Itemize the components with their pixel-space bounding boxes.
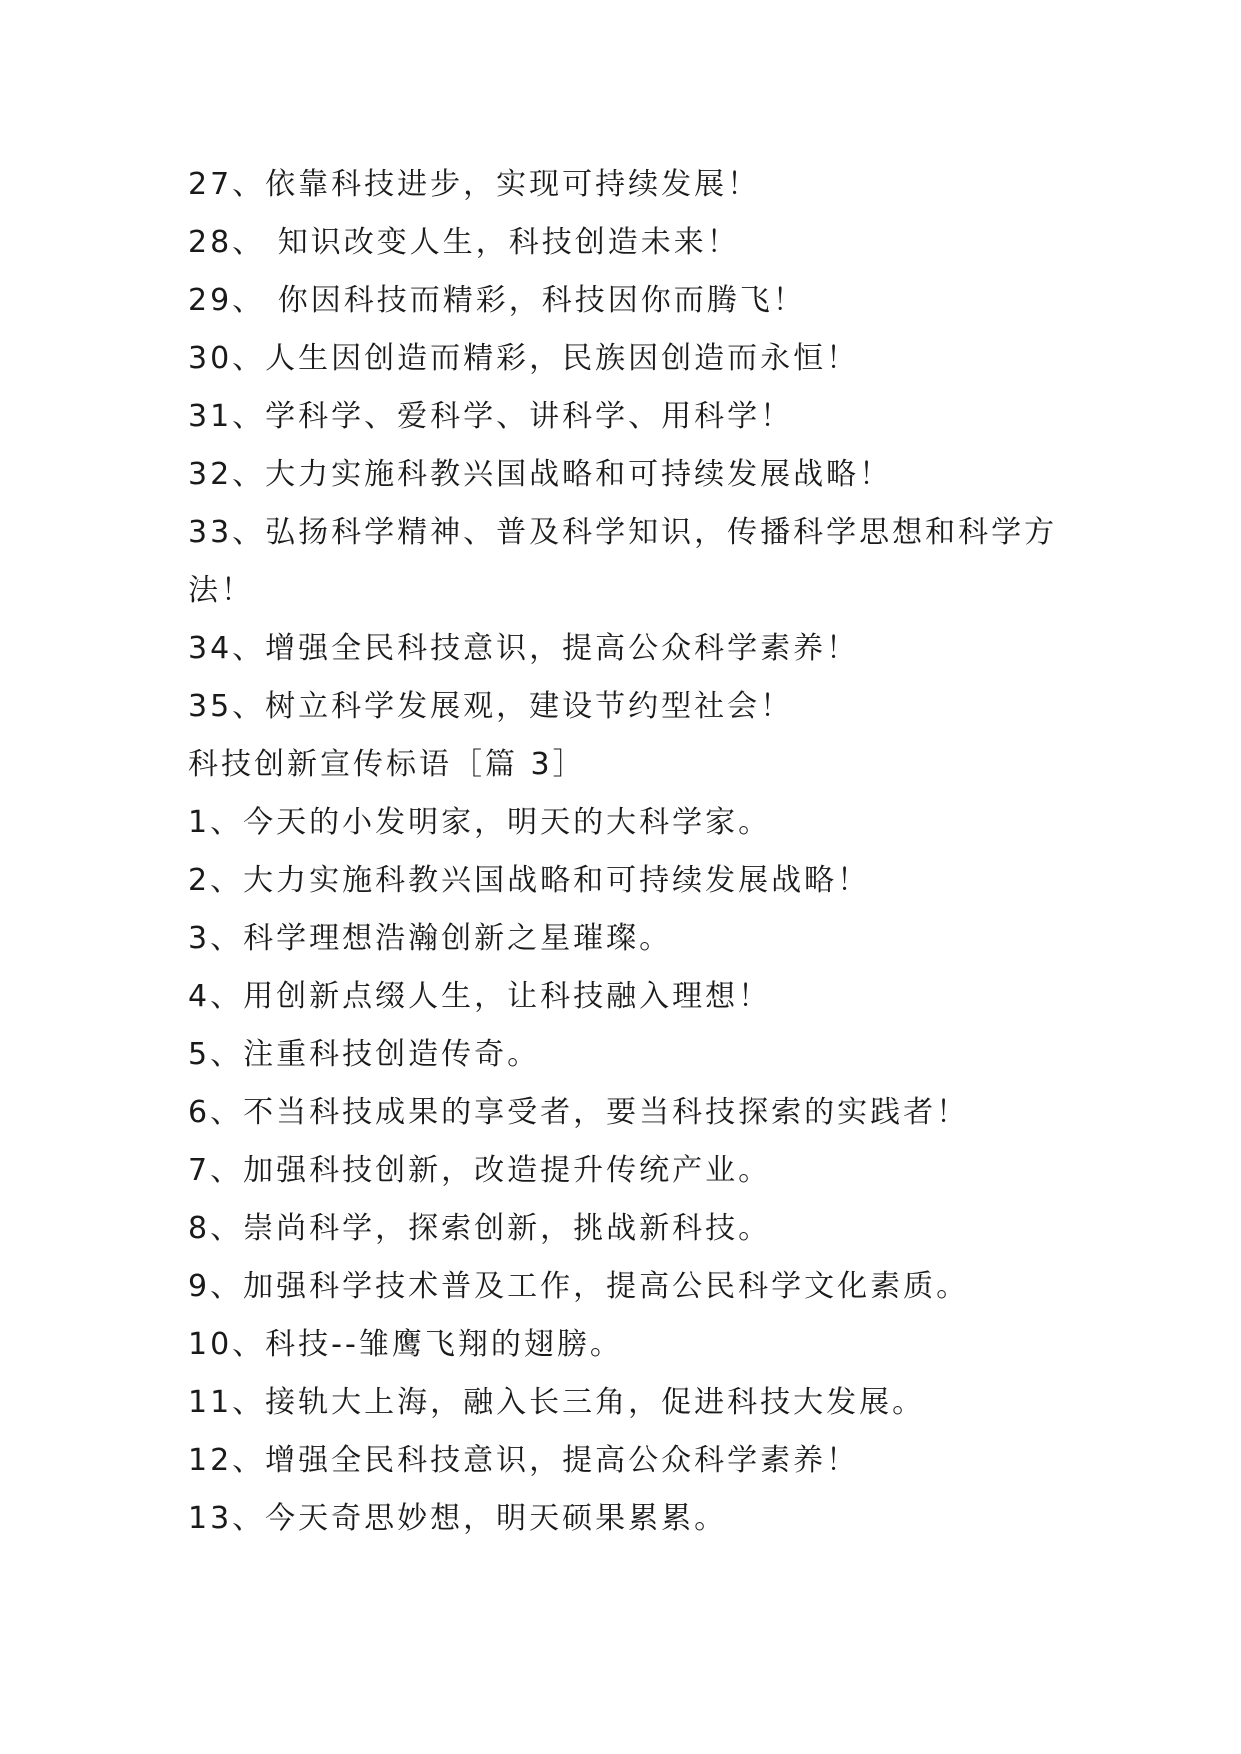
- text-line: 1、今天的小发明家，明天的大科学家。: [188, 805, 772, 840]
- text-line: 12、增强全民科技意识，提高公众科学素养！: [188, 1443, 860, 1478]
- text-line: 34、增强全民科技意识，提高公众科学素养！: [188, 631, 860, 666]
- text-line: 31、学科学、爱科学、讲科学、用科学！: [188, 399, 794, 434]
- text-line: 8、崇尚科学，探索创新，挑战新科技。: [188, 1211, 772, 1246]
- text-line: 28、 知识改变人生，科技创造未来！: [188, 225, 740, 260]
- text-line: 2、大力实施科教兴国战略和可持续发展战略！: [188, 863, 871, 898]
- text-line: 10、科技--雏鹰飞翔的翅膀。: [188, 1327, 623, 1362]
- text-line: 35、树立科学发展观，建设节约型社会！: [188, 689, 794, 724]
- document-body: [188, 156, 1068, 1548]
- text-line: 6、不当科技成果的享受者，要当科技探索的实践者！: [188, 1095, 970, 1130]
- text-line: 3、科学理想浩瀚创新之星璀璨。: [188, 921, 673, 956]
- section-heading: 科技创新宣传标语［篇 3］: [188, 747, 586, 782]
- text-line: 11、接轨大上海，融入长三角，促进科技大发展。: [188, 1385, 926, 1420]
- text-line: 27、依靠科技进步，实现可持续发展！: [188, 167, 761, 202]
- text-line: 30、人生因创造而精彩，民族因创造而永恒！: [188, 341, 860, 376]
- text-line: 7、加强科技创新，改造提升传统产业。: [188, 1153, 772, 1188]
- text-line: 32、大力实施科教兴国战略和可持续发展战略！: [188, 457, 893, 492]
- text-line: 4、用创新点缀人生，让科技融入理想！: [188, 979, 772, 1014]
- text-line: 33、弘扬科学精神、普及科学知识，传播科学思想和科学方: [188, 515, 1058, 550]
- text-line: 13、今天奇思妙想，明天硕果累累。: [188, 1501, 728, 1536]
- text-line: 29、 你因科技而精彩，科技因你而腾飞！: [188, 283, 806, 318]
- text-line: 9、加强科学技术普及工作，提高公民科学文化素质。: [188, 1269, 970, 1304]
- text-line: 5、注重科技创造传奇。: [188, 1037, 541, 1072]
- text-line: 法！: [188, 573, 254, 608]
